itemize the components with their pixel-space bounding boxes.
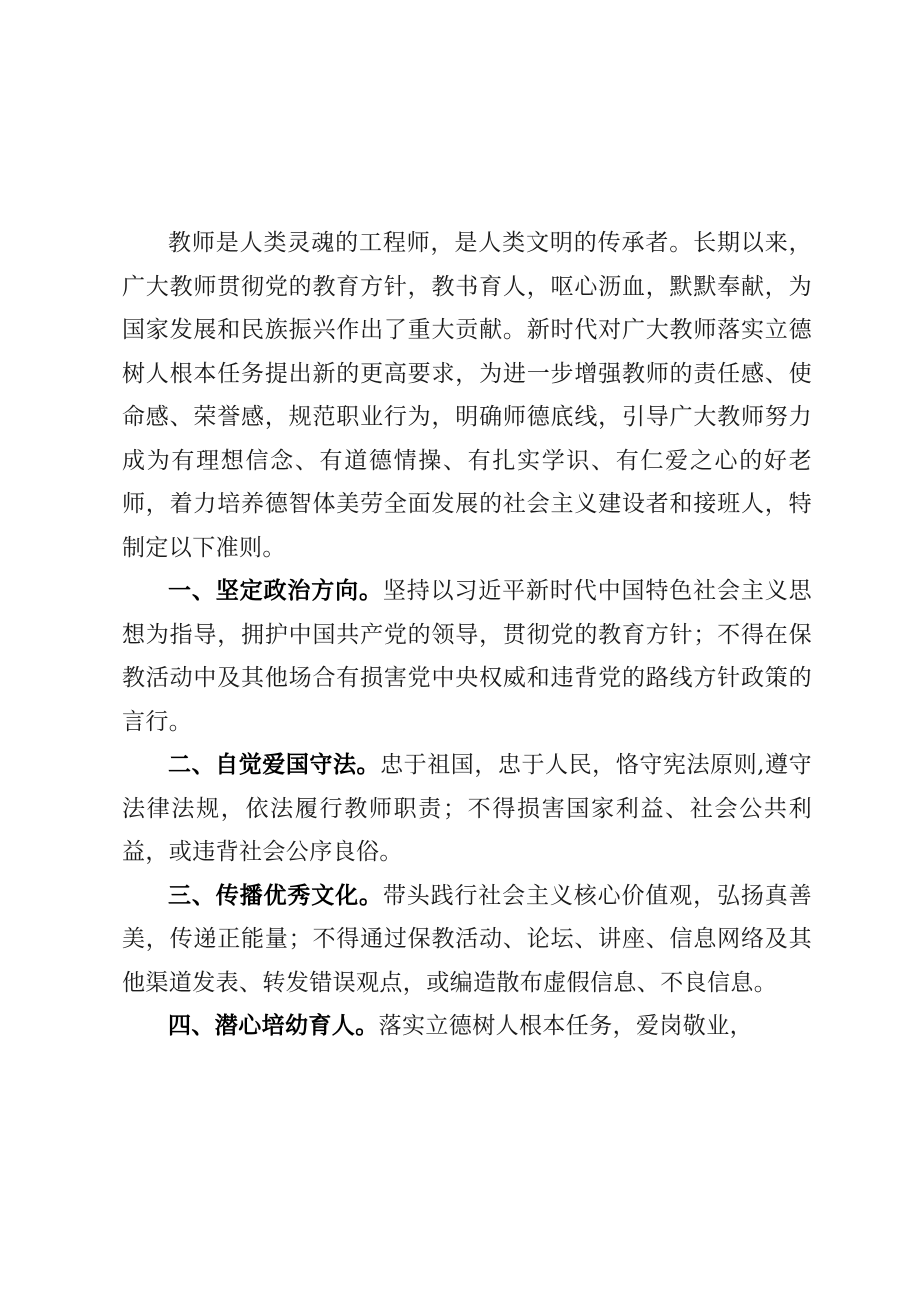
section-4-heading: 四、潜心培幼育人。 — [168, 1013, 379, 1039]
section-3-paragraph — [122, 875, 812, 1006]
section-3-body: 带头践行社会主义核心价值观，弘扬真善美，传递正能量；不得通过保教活动、论坛、讲座、信息网络及其他渠道发表、转发错误观点，或编造散布虚假信息、不良信息。 — [122, 882, 812, 996]
section-1-body: 坚持以习近平新时代中国特色社会主义思想为指导，拥护中国共产党的领导，贯彻党的教育方针；不得在保教活动中及其他场合有损害党中央权威和违背党的路线方针政策的言行。 — [122, 578, 812, 735]
section-3-heading: 三、传播优秀文化。 — [168, 882, 383, 909]
section-2-body: 忠于祖国，忠于人民，恪守宪法原则,遵守法律法规，依法履行教师职责；不得损害国家利益、社会公共利益，或违背社会公序良俗。 — [122, 752, 812, 865]
intro-paragraph: 教师是人类灵魂的工程师，是人类文明的传承者。长期以来，广大教师贯彻党的教育方针，教书育人，呕心沥血，默默奉献，为国家发展和民族振兴作出了重大贡献。新时代对广大教师落实立德树人根本任务提出新的更高要求，为进一步增强教师的责任感、使命感、荣誉感，规范职业行为，明确师德底线，引导广大教师努力成为有理想信念、有道德情操、有扎实学识、有仁爱之心的好老师，着力培养德智体美劳全面发展的社会主义建设者和接班人，特制定以下准则。 — [122, 230, 812, 561]
section-4-paragraph — [122, 1005, 812, 1049]
section-1-heading: 一、坚定政治方向。 — [168, 578, 383, 604]
section-1-paragraph — [122, 570, 812, 744]
section-2-heading: 二、自觉爱国守法。 — [168, 752, 381, 778]
section-2-paragraph — [122, 744, 812, 875]
section-4-body: 落实立德树人根本任务，爱岗敬业， — [378, 1013, 754, 1039]
document-body — [122, 222, 812, 1049]
